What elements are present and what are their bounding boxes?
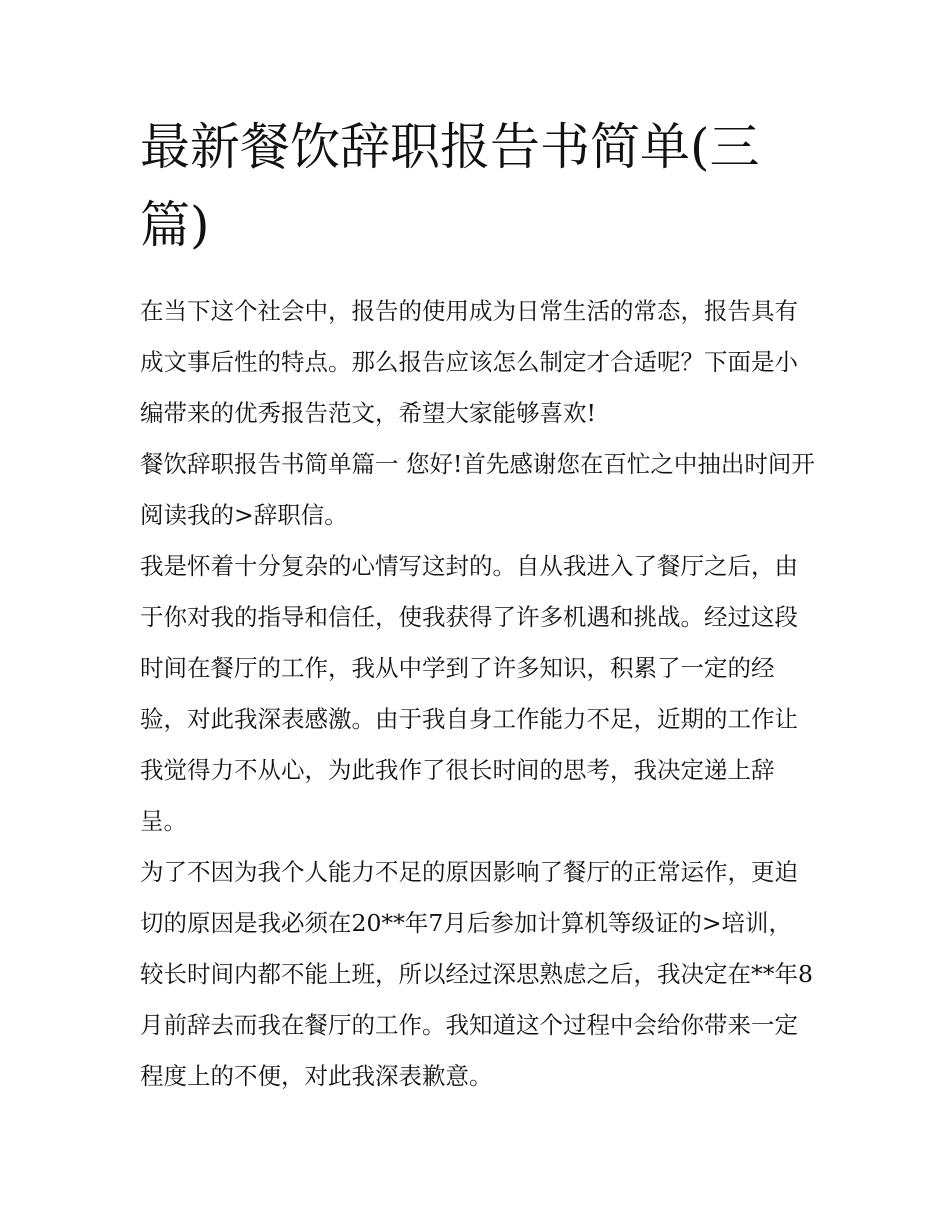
document-content — [140, 108, 815, 1102]
title-line-2: 篇) — [140, 196, 210, 254]
body-paragraph: 我是怀着十分复杂的心情写这封的。自从我进入了餐厅之后，由于你对我的指导和信任，使我获得了许多机遇和挑战。经过这段时间在餐厅的工作，我从中学到了许多知识，积累了一定的经验，对此我深表感激。由于我自身工作能力不足，近期的工作让我觉得力不从心，为此我作了很长时间的思考，我决定递上辞呈。 — [140, 552, 798, 835]
body-paragraph: 为了不因为我个人能力不足的原因影响了餐厅的正常运作，更迫切的原因是我必须在20**年7月后参加计算机等级证的>培训，较长时间内都不能上班，所以经过深思熟虑之后，我决定在**年8月前辞去而我在餐厅的工作。我知道这个过程中会给你带来一定程度上的不便，对此我深表歉意。 — [140, 858, 813, 1090]
document-title — [140, 108, 815, 264]
title-line-1: 最新餐饮辞职报告书简单(三 — [140, 118, 760, 176]
intro-paragraph: 在当下这个社会中，报告的使用成为日常生活的常态，报告具有成文事后性的特点。那么报告应该怎么制定才合适呢？下面是小编带来的优秀报告范文，希望大家能够喜欢! — [140, 297, 798, 427]
letter-opening-paragraph: 餐饮辞职报告书简单篇一 您好!首先感谢您在百忙之中抽出时间开阅读我的>辞职信。 — [140, 450, 815, 529]
